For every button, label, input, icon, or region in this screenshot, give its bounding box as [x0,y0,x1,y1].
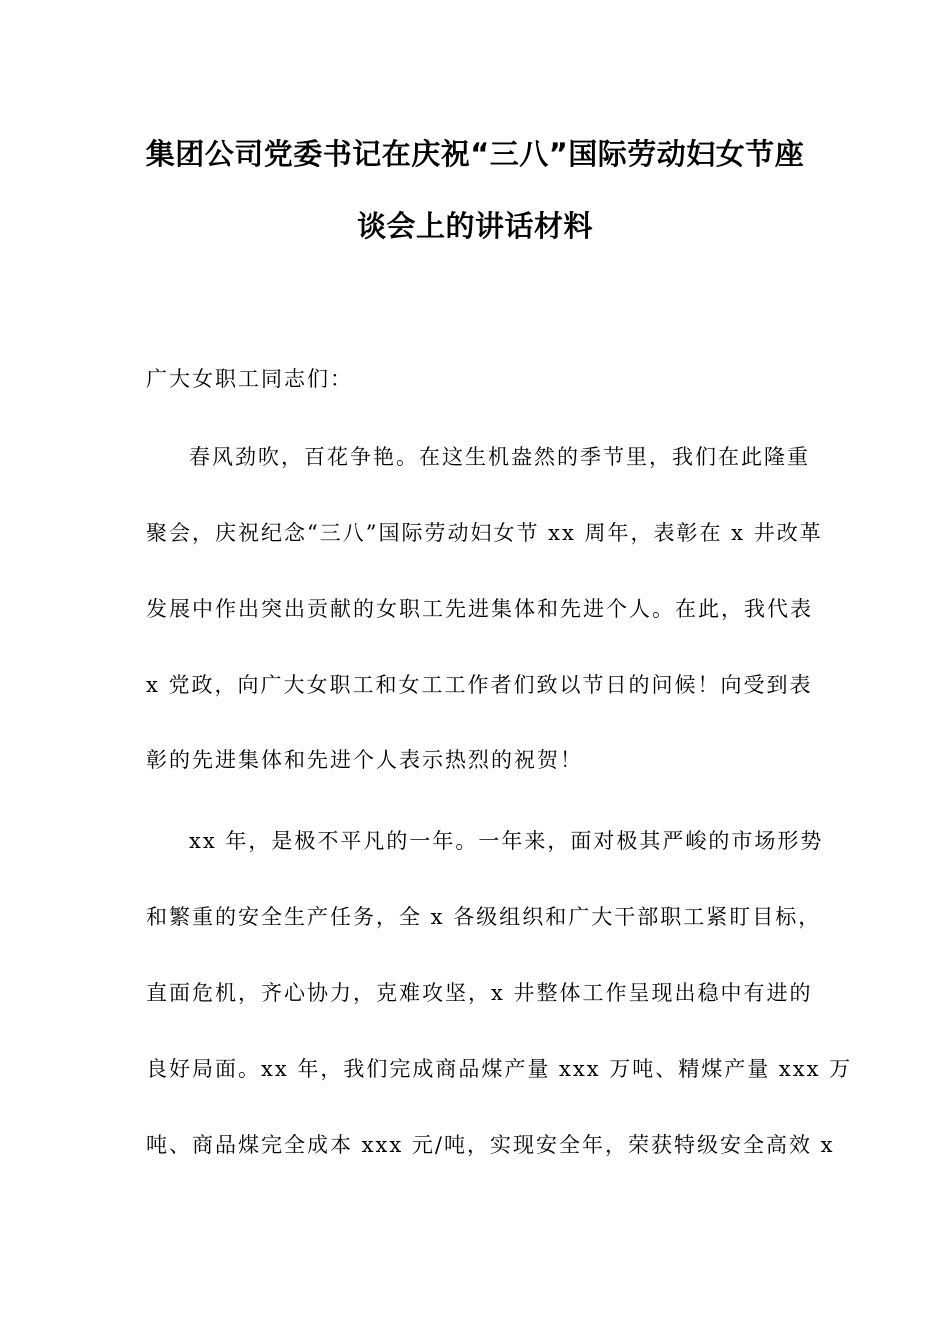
paragraph-1-line-1: 春风劲吹，百花争艳。在这生机盎然的季节里，我们在此隆重 [189,445,810,469]
document-title-line-1: 集团公司党委书记在庆祝“三八”国际劳动妇女节座 [145,137,805,171]
paragraph-1-line-2: 聚会，庆祝纪念“三八”国际劳动妇女节 xx 周年，表彰在 x 井改革 [146,521,823,545]
paragraph-2-line-3: 直面危机，齐心协力，克难攻坚，x 井整体工作呈现出稳中有进的 [146,981,813,1005]
paragraph-2-line-4: 良好局面。xx 年，我们完成商品煤产量 xxx 万吨、精煤产量 xxx 万 [146,1057,853,1081]
paragraph-1-line-5: 彰的先进集体和先进个人表示热烈的祝贺！ [146,748,583,772]
document-title-line-2: 谈会上的讲话材料 [356,209,593,243]
paragraph-2-line-1: xx 年，是极不平凡的一年。一年来，面对极其严峻的市场形势 [189,829,824,853]
paragraph-2-line-5: 吨、商品煤完全成本 xxx 元/吨，实现安全年，荣获特级安全高效 x [146,1133,835,1157]
paragraph-2-line-2: 和繁重的安全生产任务，全 x 各级组织和广大干部职工紧盯目标， [146,905,822,929]
paragraph-1-line-4: x 党政，向广大女职工和女工工作者们致以节日的问候！向受到表 [146,673,813,697]
paragraph-1-line-3: 发展中作出突出贡献的女职工先进集体和先进个人。在此，我代表 [146,597,813,621]
salutation: 广大女职工同志们： [146,367,353,391]
